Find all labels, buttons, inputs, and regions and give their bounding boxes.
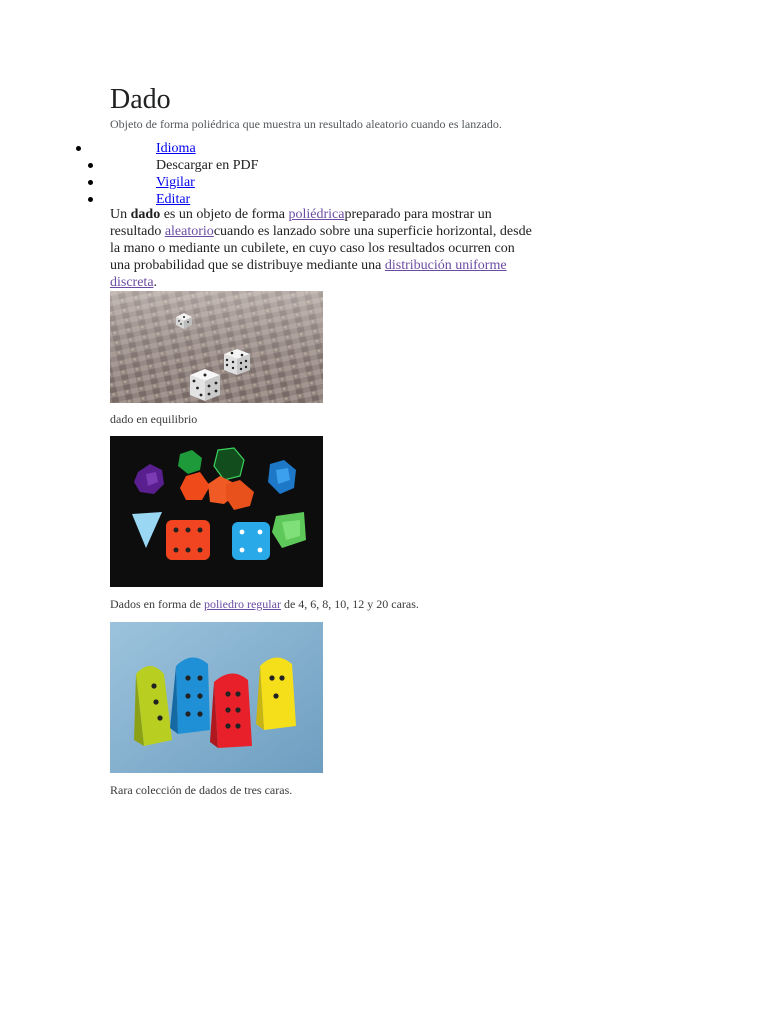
caption-text: Dados en forma de [110,597,204,611]
article [110,84,650,798]
figure-caption [110,782,650,798]
intro-text: . [153,275,158,290]
page-actions [0,140,300,208]
figure-dice-carpet [110,291,650,427]
watch-link[interactable]: Vigilar [156,175,195,190]
dice-on-carpet-photo[interactable] [110,291,323,403]
intro-paragraph [110,206,534,291]
language-link[interactable]: Idioma [156,141,196,156]
page-subtitle: Objeto de forma poliédrica que muestra un resultado aleatorio cuando es lanzado. [110,117,502,131]
figure-caption [110,596,650,612]
bullet-icon [76,146,81,151]
die-middle [224,349,250,375]
regular-polyhedron-link[interactable]: poliedro regular [203,597,281,611]
intro-text: preparado para mostrar un resultado [110,207,492,239]
caption-text: dado en equilibrio [110,412,198,426]
term-dado: dado [130,207,161,222]
action-editar [0,191,300,208]
three-sided-dice-photo[interactable] [110,622,323,773]
polyhedral-dice-photo[interactable] [110,436,323,587]
bullet-icon [88,180,93,185]
caption-text: Rara colección de dados de tres caras. [110,783,293,797]
random-link[interactable]: aleatorio [164,224,214,239]
polyhedral-link[interactable]: poliédrica [288,207,345,222]
caption-text: de 4, 6, 8, 10, 12 y 20 caras. [280,597,419,611]
figure-caption [110,411,650,427]
bullet-icon [88,197,93,202]
die-front [190,369,220,401]
action-pdf [0,157,300,174]
figure-three-sided-dice [110,622,650,798]
bullet-icon [88,163,93,168]
figure-polyhedral-dice [110,436,650,612]
edit-link[interactable]: Editar [156,192,191,207]
intro-text: cuando es lanzado sobre una superficie horizontal, desde la mano o mediante un cubilete, en cuyo caso los resultados ocurren con una probabilidad que se distribuye mediante una [110,224,532,273]
download-pdf-label[interactable]: Descargar en PDF [156,158,259,173]
action-idioma [0,140,300,157]
action-vigilar [0,174,300,191]
page-title: Dado [110,84,171,115]
uniform-distribution-link[interactable]: distribución uniforme discreta [110,258,507,290]
intro-text: Un [110,207,131,222]
intro-text: es un objeto de forma [160,207,289,222]
